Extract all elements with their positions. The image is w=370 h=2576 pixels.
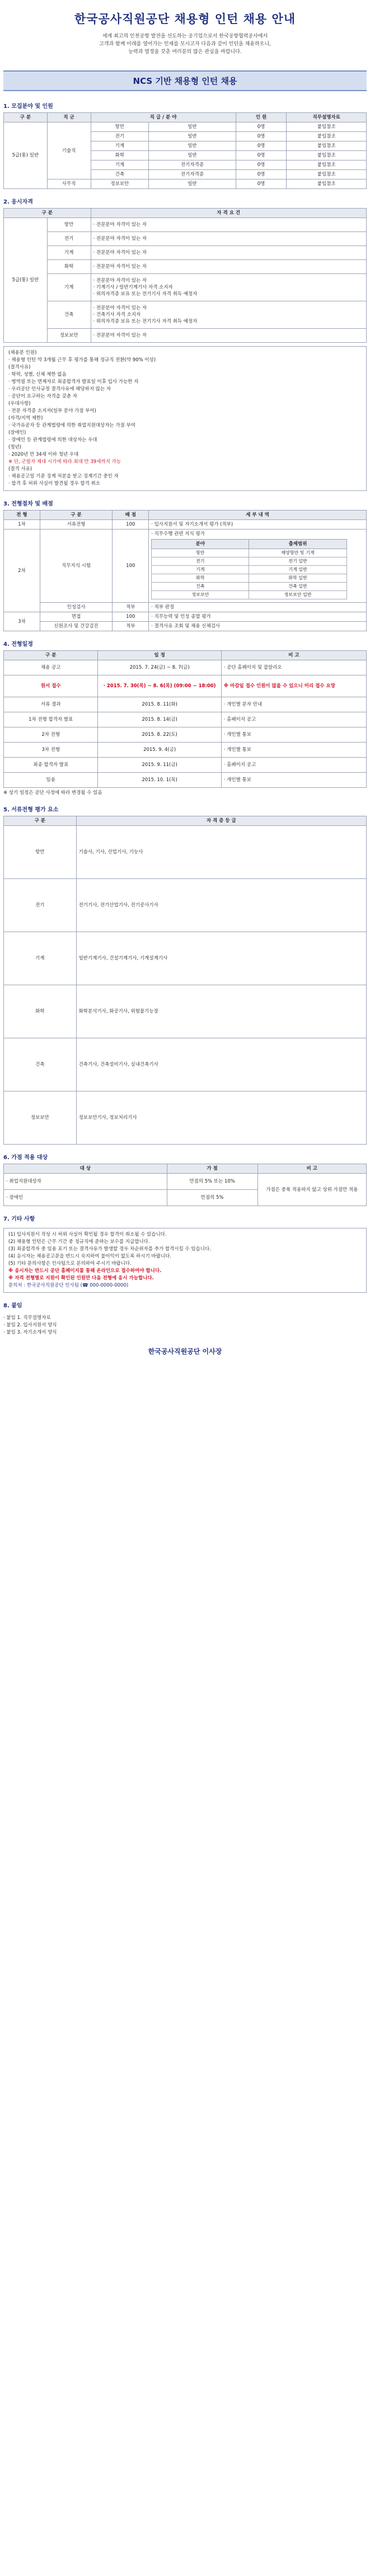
qualification-notes: [3, 346, 367, 491]
name-cell: 면접: [40, 612, 113, 622]
table-header: 가 점: [167, 1164, 257, 1174]
note-line: · 전문 자격증 소지자(일부 분야 가점 부여): [8, 408, 96, 414]
eval-grade: 정보보안기사, 정보처리기사: [76, 1091, 366, 1145]
note-line: · 국가유공자 등 관계법령에 의한 취업지원대상자는 가점 부여: [8, 423, 135, 428]
note-line: ※ 단, 군필자 제대 시기에 따라 최대 만 39세까지 가능: [8, 459, 121, 465]
doc-cell: 붙임참조: [287, 122, 367, 132]
detail-cell: · 직무능력 및 인성 종합 평가: [149, 612, 367, 622]
schedule-item: 서류 결과: [4, 697, 98, 712]
scope-range: 기계 일반: [249, 566, 346, 574]
schedule-item: 3차 전형: [4, 743, 98, 758]
misc-item: (5) 기타 문의사항은 인사팀으로 문의하여 주시기 바랍니다.: [8, 1261, 132, 1266]
schedule-date: 2015. 7. 24(금) ~ 8. 7(금): [98, 660, 221, 675]
category-cell: 사무직: [47, 179, 91, 189]
requirement-cell: · 전문분야 자격이 있는 자: [91, 232, 367, 246]
eval-field: 기계: [4, 932, 77, 985]
procedure-table: [3, 510, 367, 631]
field-cell: 화학: [91, 151, 149, 160]
note-line: · 학력, 성별, 신체 제한 없음: [8, 372, 67, 377]
group-cell: 5급(통) 일반: [4, 218, 48, 343]
count-cell: 0명: [236, 141, 287, 151]
table-header: 대 상: [4, 1164, 167, 1174]
eval-grade: 건축기사, 건축설비기사, 실내건축기사: [76, 1038, 366, 1091]
section-7-title: 7. 기타 사항: [3, 1216, 35, 1222]
schedule-note: · 홈페이지 공고: [221, 712, 366, 727]
note-line: · 우리공단 인사규정 결격사유에 해당하지 않는 자: [8, 386, 111, 392]
schedule-note: · 홈페이지 공고: [221, 758, 366, 773]
field-cell: 정보보안: [47, 329, 91, 343]
eval-grade: 일반기계기사, 건설기계기사, 기계설계기사: [76, 932, 366, 985]
stage-cell: 2차: [4, 530, 40, 612]
exam-scope-table: [151, 539, 346, 599]
field-cell: 건축: [91, 170, 149, 179]
page-title: 한국공사직원공단 채용형 인턴 채용 안내: [74, 12, 296, 26]
eval-field: 정보보안: [4, 1091, 77, 1145]
eval-field: 화학: [4, 985, 77, 1038]
scope-field: 화학: [152, 574, 249, 583]
footer-signature: 한국공사직원공단 이사장: [148, 1348, 222, 1355]
schedule-note: · 개인별 통보: [221, 743, 366, 758]
grade-cell: 전기자격증: [149, 170, 236, 179]
field-cell: 항만: [91, 122, 149, 132]
scope-field: 건축: [152, 583, 249, 591]
schedule-note-text: [3, 790, 367, 797]
scope-field: 전기: [152, 557, 249, 566]
table-header: 구 분: [4, 816, 77, 826]
schedule-item: 채용 공고: [4, 660, 98, 675]
table-header: 분야: [152, 540, 249, 549]
doc-cell: 붙임참조: [287, 141, 367, 151]
schedule-item: 원서 접수: [4, 675, 98, 697]
table-header: 일 정: [98, 651, 221, 660]
schedule-date: 2015. 8. 22(토): [98, 727, 221, 743]
group-cell: 5급(통) 일반: [4, 122, 48, 189]
bonus-points: 만점의 5% 또는 10%: [167, 1174, 257, 1190]
detail-text: · 직무수행 관련 지식 평가: [151, 531, 205, 537]
misc-item: (2) 채용형 인턴은 근무 기간 중 정규직에 준하는 보수를 지급합니다.: [8, 1239, 150, 1245]
doc-cell: 붙임참조: [287, 132, 367, 141]
bonus-target: · 취업지원대상자: [4, 1174, 167, 1190]
qualification-table: [3, 208, 367, 343]
schedule-date: 2015. 8. 14(금): [98, 712, 221, 727]
table-header: 구 분: [4, 209, 91, 218]
count-cell: 0명: [236, 151, 287, 160]
stage-cell: 1차: [4, 520, 40, 530]
misc-item: (1) 입사지원서 작성 시 허위 사실이 확인될 경우 합격이 취소될 수 있습니다.: [8, 1232, 167, 1237]
requirement-cell: · 전문분야 자격이 있는 자: [91, 260, 367, 274]
grade-cell: 일반: [149, 151, 236, 160]
note-line: (채용분 인원): [8, 350, 37, 356]
category-cell: 기술직: [47, 122, 91, 179]
note-line: · 합격 후 허위 사실이 발견될 경우 합격 취소: [8, 481, 100, 486]
requirement-cell: · 전문분야 자격이 있는 자: [91, 329, 367, 343]
eval-grade: 전기기사, 전기산업기사, 전기공사기사: [76, 879, 366, 932]
schedule-date: 2015. 9. 4(금): [98, 743, 221, 758]
schedule-note: · 개인별 통보: [221, 727, 366, 743]
grade-cell: 일반: [149, 122, 236, 132]
count-cell: 0명: [236, 122, 287, 132]
table-header: 직 군: [47, 113, 91, 122]
note-line: (결격사유): [8, 365, 31, 370]
field-cell: 기계: [47, 246, 91, 260]
misc-item: (3) 최종합격자 중 임용 포기 또는 결격사유가 발생할 경우 차순위자를 추가 합격시킬 수 있습니다.: [8, 1246, 211, 1252]
attachment-item: · 붙임 3. 자기소개서 양식: [3, 1330, 57, 1335]
intro-text: [3, 32, 367, 56]
name-cell: 신원조사 및 건강검진: [40, 622, 113, 631]
attachment-item: · 붙임 2. 입사지원서 양식: [3, 1322, 57, 1328]
intro-line: 세계 최고의 인천공항 발전을 선도하는 공기업으로서 한국공항협력공사에서: [102, 34, 268, 39]
score-cell: 100: [113, 520, 149, 530]
schedule-item: 2차 전형: [4, 727, 98, 743]
requirement-cell: · 전문분야 자격이 있는 자: [91, 218, 367, 232]
section-8-title: 8. 붙임: [3, 1303, 22, 1309]
section-4-title: 4. 전형일정: [3, 641, 33, 647]
detail-cell: · 결격사유 조회 및 채용 신체검사: [149, 622, 367, 631]
scope-range: 정보보안 일반: [249, 591, 346, 599]
scope-range: 건축 일반: [249, 583, 346, 591]
field-cell: 기계: [47, 274, 91, 301]
grade-cell: 전기자격증: [149, 160, 236, 170]
eval-field: 전기: [4, 879, 77, 932]
scope-range: 화학 일반: [249, 574, 346, 583]
intro-line: 고객과 함께 미래를 열어가는 인재를 모시고자 다음과 같이 인턴을 채용하오니,: [99, 41, 271, 47]
name-cell: 인성검사: [40, 603, 113, 612]
doc-cell: 붙임참조: [287, 151, 367, 160]
section-banner: NCS 기반 채용형 인턴 채용: [3, 70, 367, 91]
schedule-table: [3, 650, 367, 788]
schedule-date: 2015. 8. 11(화): [98, 697, 221, 712]
contact-info: 문의처 : 한국공사직원공단 인사팀 (☎ 000-0000-0000): [8, 1283, 129, 1288]
section-6-title: 6. 가점 적용 대상: [3, 1155, 48, 1161]
attachment-list: [3, 1315, 367, 1336]
field-cell: 건축: [47, 301, 91, 329]
attachment-item: · 붙임 1. 직무설명자료: [3, 1315, 51, 1321]
note-line: (결격 사유): [8, 466, 32, 472]
recruit-table: [3, 112, 367, 189]
note-line: (자격/지역 제한): [8, 415, 43, 421]
note-line: · 장애인 등 관계법령에 의한 대상자는 우대: [8, 437, 97, 443]
misc-warning: ※ 자격 전형별로 지원이 확인된 인원만 다음 전형에 응시 가능합니다.: [8, 1275, 154, 1281]
score-cell: 100: [113, 530, 149, 603]
eval-field: 건축: [4, 1038, 77, 1091]
schedule-note: ※ 마감일 접수 인원이 많을 수 있으니 미리 접수 요망: [221, 675, 366, 697]
scope-field: 항만: [152, 549, 249, 557]
table-header: 구 분: [40, 511, 113, 520]
table-header: 출제범위: [249, 540, 346, 549]
eval-grade: 화학분석기사, 화공기사, 위험물기능장: [76, 985, 366, 1038]
misc-box: [3, 1228, 367, 1293]
doc-cell: 붙임참조: [287, 160, 367, 170]
scope-range: 해양항만 및 기계: [249, 549, 346, 557]
field-cell: 기계: [91, 160, 149, 170]
schedule-date: · 2015. 7. 30(목) ~ 8. 6(목) (09:00 ~ 18:00): [98, 675, 221, 697]
table-header: 구 분: [4, 113, 48, 122]
count-cell: 0명: [236, 170, 287, 179]
table-header: 세 부 내 역: [149, 511, 367, 520]
eval-field: 항만: [4, 826, 77, 879]
count-cell: 0명: [236, 132, 287, 141]
table-header: 배 점: [113, 511, 149, 520]
scope-field: 정보보안: [152, 591, 249, 599]
scope-field: 기계: [152, 566, 249, 574]
schedule-item: 임용: [4, 773, 98, 788]
doc-cell: 붙임참조: [287, 179, 367, 189]
misc-item: (4) 응시자는 채용공고문을 반드시 숙지하여 불이익이 없도록 하시기 바랍니다.: [8, 1254, 171, 1259]
bonus-points: 만점의 5%: [167, 1190, 257, 1206]
grade-cell: 일반: [149, 141, 236, 151]
note-line: (우대사항): [8, 401, 31, 407]
doc-cell: 붙임참조: [287, 170, 367, 179]
note-line: · 공단이 요구하는 자격을 갖춘 자: [8, 394, 77, 399]
note-line: · 2020년 만 34세 이하 청년 우대: [8, 452, 79, 457]
section-5-title: 5. 서류전형 평가 요소: [3, 807, 59, 813]
note-line: · 병역필 또는 면제자로 최종합격자 발표일 이후 입사 가능한 자: [8, 379, 139, 385]
table-header: 구 분: [4, 651, 98, 660]
count-cell: 0명: [236, 160, 287, 170]
note-line: (청년): [8, 445, 22, 450]
note-line: (장애인): [8, 430, 26, 436]
misc-warning: ※ 응시자는 반드시 공단 홈페이지를 통해 온라인으로 접수하여야 합니다.: [8, 1268, 162, 1274]
score-cell: 적부: [113, 603, 149, 612]
detail-cell: · 적부 판정: [149, 603, 367, 612]
table-header: 전 형: [4, 511, 40, 520]
requirement-cell: · 전문분야 자격이 있는 자 · 건축기사 자격 소지자 · 위의자격증 보유 또는 전기기사 자격 취득 예정자: [91, 301, 367, 329]
stage-cell: 3차: [4, 612, 40, 631]
note-line: · 채용형 인턴 약 3개월 근무 후 평가를 통해 정규직 전환(약 90% 이상): [8, 357, 156, 363]
bonus-target: · 장애인: [4, 1190, 167, 1206]
score-cell: 적부: [113, 622, 149, 631]
schedule-note: · 공단 홈페이지 및 잡알리오: [221, 660, 366, 675]
grade-cell: 일반: [149, 132, 236, 141]
scope-range: 전기 일반: [249, 557, 346, 566]
count-cell: 0명: [236, 179, 287, 189]
schedule-item: 최종 합격자 발표: [4, 758, 98, 773]
section-3-title: 3. 전형절차 및 배점: [3, 501, 53, 507]
name-cell: 서류전형: [40, 520, 113, 530]
table-header: 비 고: [221, 651, 366, 660]
detail-cell: [149, 530, 367, 603]
schedule-note: · 개인별 통보: [221, 773, 366, 788]
field-cell: 기계: [91, 141, 149, 151]
table-header: 자 격 증 등 급: [76, 816, 366, 826]
note-line: · 채용공고일 기준 징계 처분을 받고 징계기간 중인 자: [8, 474, 119, 479]
field-cell: 전기: [47, 232, 91, 246]
section-2-title: 2. 응시자격: [3, 199, 33, 205]
bonus-table: [3, 1164, 367, 1206]
table-header: 인 원: [236, 113, 287, 122]
requirement-cell: · 전문분야 자격이 있는 자: [91, 246, 367, 260]
field-cell: 화학: [47, 260, 91, 274]
section-1-title: 1. 모집분야 및 인원: [3, 103, 53, 110]
schedule-date: 2015. 9. 11(금): [98, 758, 221, 773]
eval-grade: 기술사, 기사, 산업기사, 기능사: [76, 826, 366, 879]
field-cell: 항만: [47, 218, 91, 232]
evaluation-table: [3, 816, 367, 1145]
score-cell: 100: [113, 612, 149, 622]
bonus-note: 가점은 중복 적용하지 않고 상위 가점만 적용: [257, 1174, 366, 1206]
schedule-item: 1차 전형 합격자 발표: [4, 712, 98, 727]
table-header: 자 격 요 건: [91, 209, 367, 218]
field-cell: 전기: [91, 132, 149, 141]
schedule-date: 2015. 10. 1(목): [98, 773, 221, 788]
detail-cell: · 입사지원서 및 자기소개서 평가 (적부): [149, 520, 367, 530]
grade-cell: 일반: [149, 179, 236, 189]
table-header: 직 급 / 분 야: [91, 113, 236, 122]
schedule-note: · 개인별 문자 안내: [221, 697, 366, 712]
requirement-cell: · 전문분야 자격이 있는 자 · 기계기사 / 일반기계기사 자격 소지자 · 위의자격증 보유 또는 전기기사 자격 취득 예정자: [91, 274, 367, 301]
note-line: ※ 상기 일정은 공단 사정에 따라 변경될 수 있음: [3, 790, 102, 796]
table-header: 비 고: [257, 1164, 366, 1174]
field-cell: 정보보안: [91, 179, 149, 189]
table-header: 직무설명자료: [287, 113, 367, 122]
intro-line: 능력과 열정을 갖춘 여러분의 많은 관심을 바랍니다.: [128, 49, 242, 55]
name-cell: 직무지식 시험: [40, 530, 113, 603]
